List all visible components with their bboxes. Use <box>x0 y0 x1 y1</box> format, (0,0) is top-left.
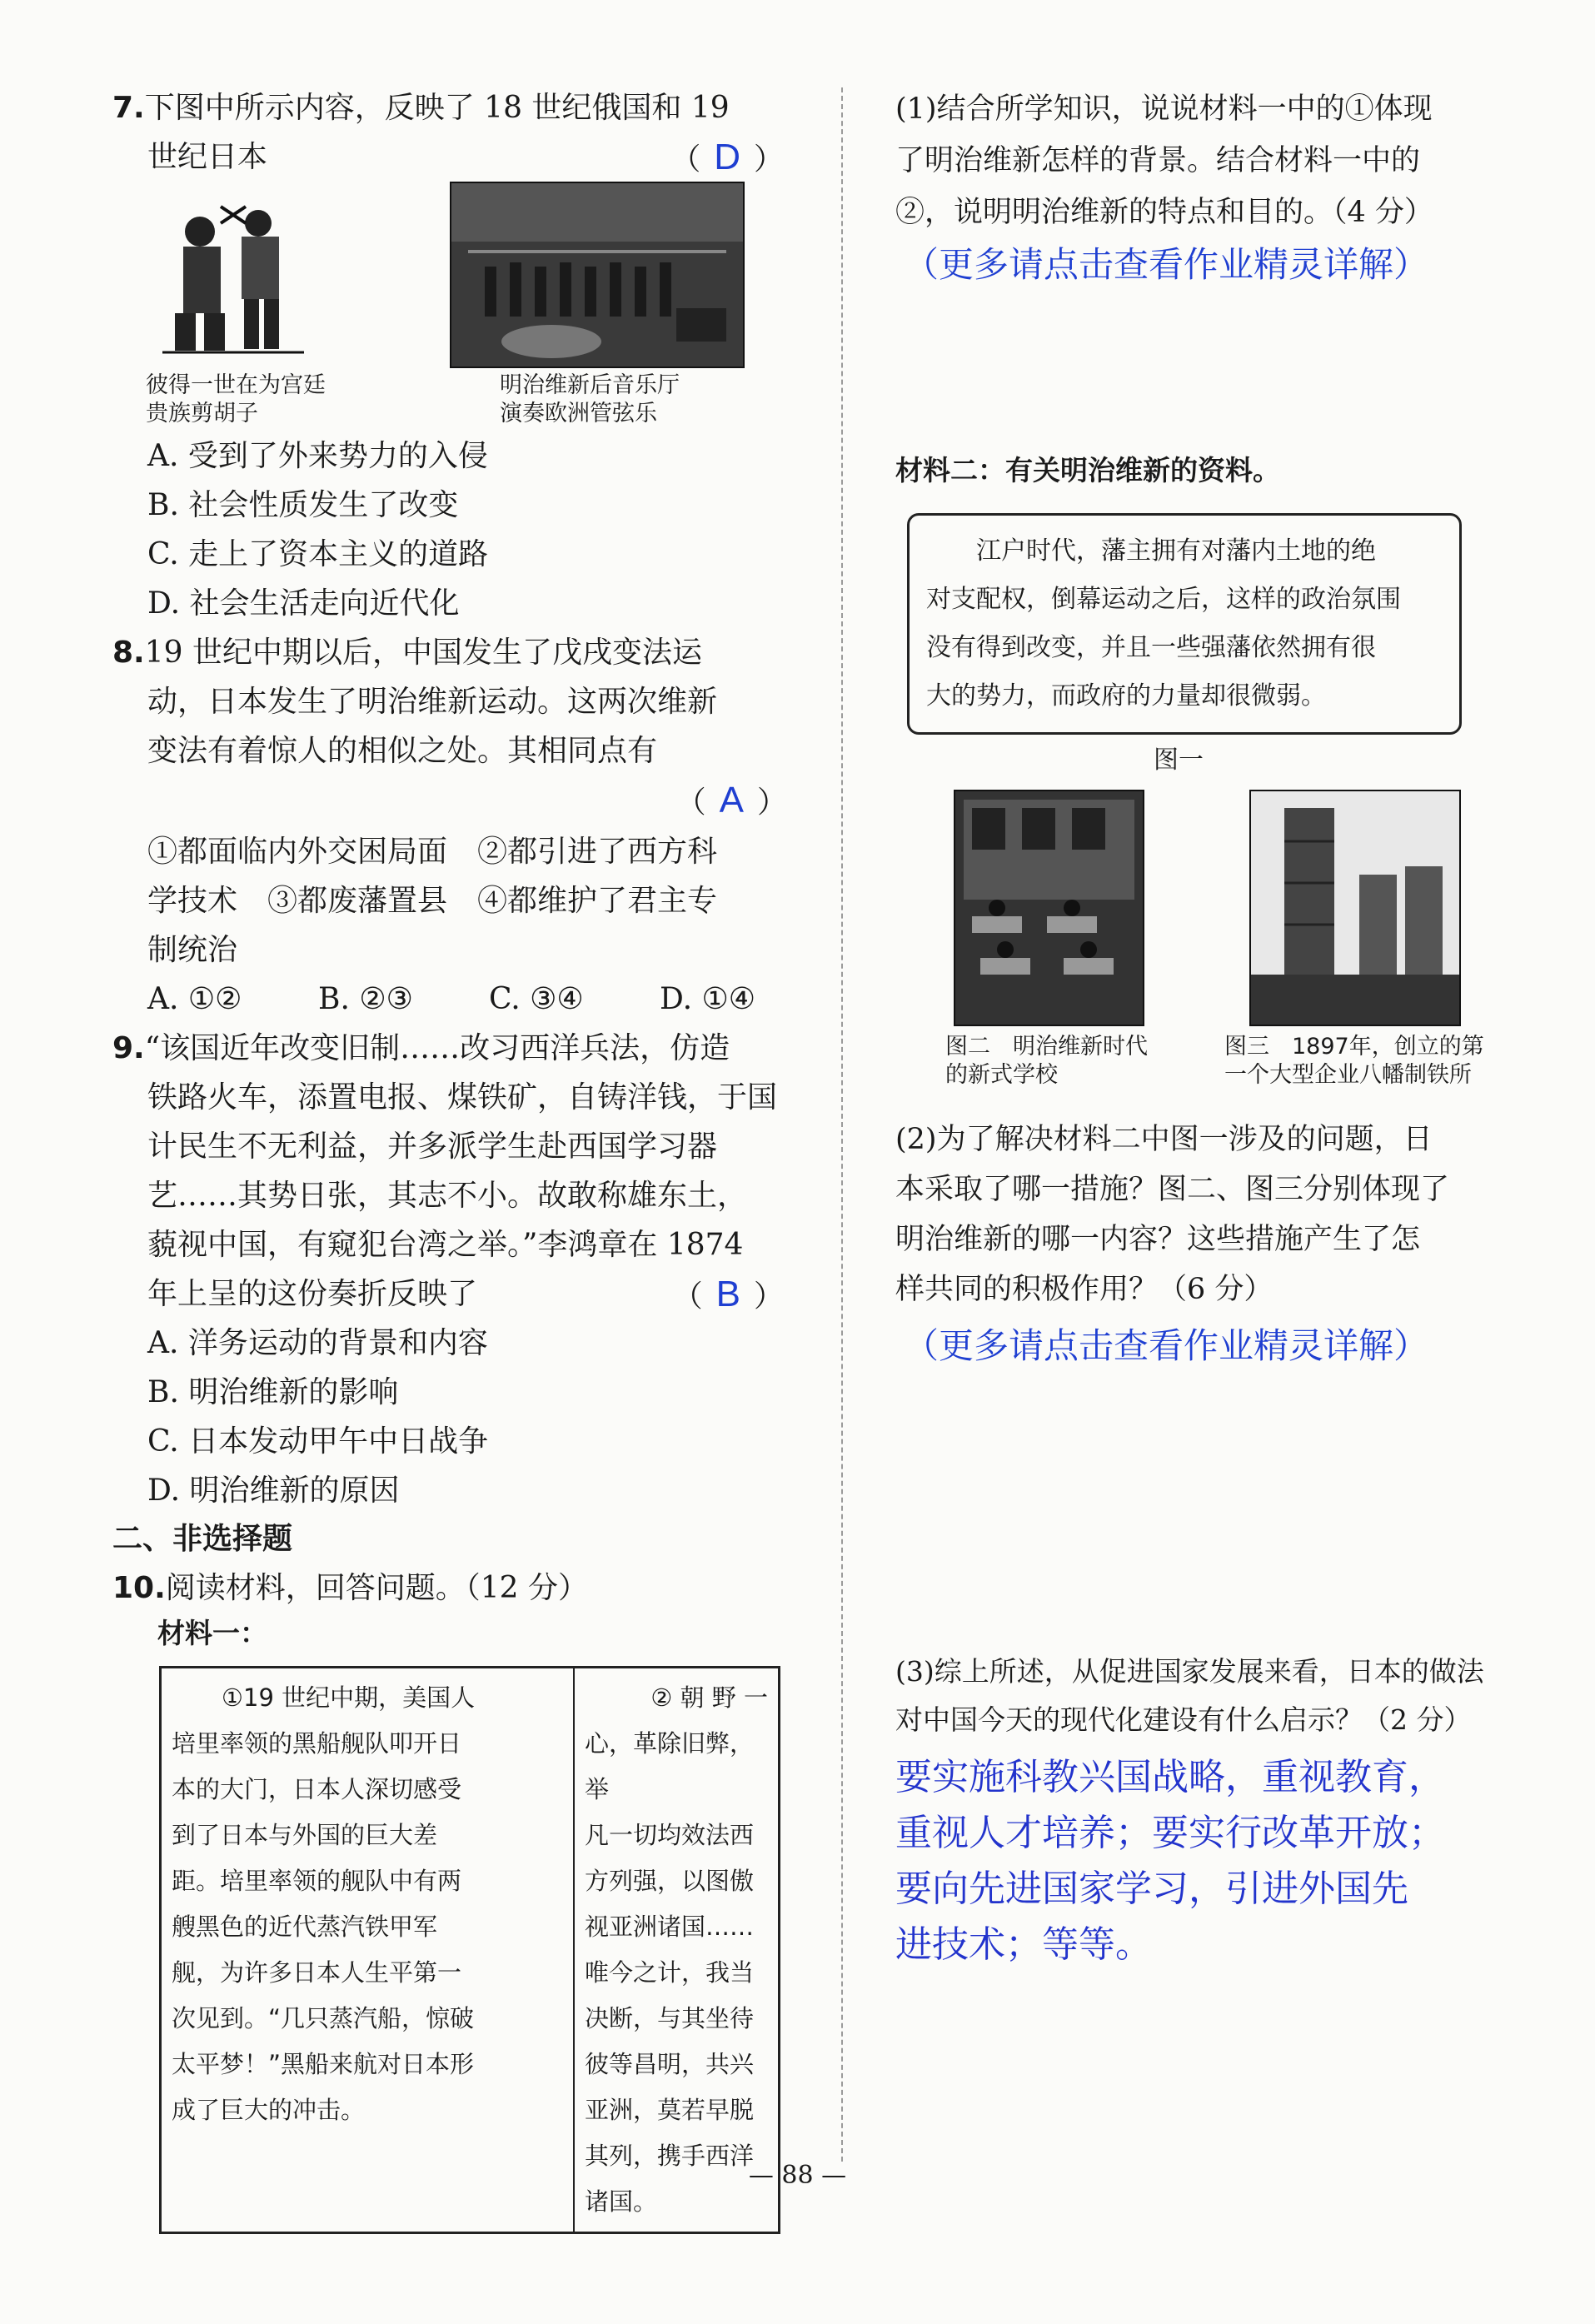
q8-option-c[interactable]: C. ③④ <box>489 982 584 1016</box>
q10-sub1-line: 了明治维新怎样的背景。结合材料一中的 <box>895 144 1421 177</box>
fig2-caption-l2: 的新式学校 <box>945 1062 1058 1088</box>
q9-number: 9. <box>112 1031 145 1065</box>
q10-sub3-line: 对中国今天的现代化建设有什么启示？（2 分） <box>895 1703 1472 1736</box>
m1-left-line: 成了巨大的冲击。 <box>172 2096 366 2124</box>
m1-left-line: 到了日本与外国的巨大差 <box>172 1821 438 1849</box>
q8-statements-l3: 制统治 <box>147 933 238 967</box>
answer-line: 要实施科教兴国战略，重视教育， <box>895 1756 1445 1798</box>
q7-img2-caption-l2: 演奏欧洲管弦乐 <box>500 401 657 426</box>
question-7 <box>112 83 787 628</box>
m1-left-line: 培里率领的黑船舰队叩开日 <box>172 1729 462 1758</box>
box-line: 大的势力，而政府的力量却很微弱。 <box>926 681 1326 711</box>
answer-line: 重视人才培养；要实行改革开放； <box>895 1812 1445 1854</box>
m1-right-line: 决断，与其坐待 <box>585 2004 755 2032</box>
q10-stem: 阅读材料，回答问题。（12 分） <box>165 1571 589 1605</box>
material-1-left-cell <box>161 1668 575 2233</box>
q8-options <box>112 975 787 1024</box>
fig2-caption-l1: 图二 明治维新时代 <box>945 1034 1148 1060</box>
q9-l3: 计民生不无利益，并多派学生赴西国学习器 <box>147 1130 718 1164</box>
fig3-caption-l2: 一个大型企业八幡制铁所 <box>1224 1062 1472 1088</box>
m1-right-line: 方列强，以图傲 <box>585 1867 755 1895</box>
q7-option-b[interactable]: B. 社会性质发生了改变 <box>147 488 459 522</box>
figure-1-label: 图一 <box>1154 746 1204 775</box>
q10-sub3 <box>895 1648 1528 1744</box>
m1-left-line: 次见到。“几只蒸汽船，惊破 <box>172 2004 475 2032</box>
box-line: 对支配权，倒幕运动之后，这样的政治氛围 <box>926 585 1401 614</box>
q9-l6: 年上呈的这份奏折反映了 <box>147 1277 478 1311</box>
q10-sub3-line: (3)综上所述，从促进国家发展来看，日本的做法 <box>895 1655 1484 1688</box>
m1-right-line: 亚洲，莫若早脱 <box>585 2096 755 2124</box>
more-details-link-1[interactable]: （更多请点击查看作业精灵详解） <box>904 244 1429 285</box>
q7-img1-caption-l2: 贵族剪胡子 <box>146 401 258 426</box>
q10-number: 10. <box>112 1571 166 1605</box>
m1-right-line: 凡一切均效法西 <box>585 1821 755 1849</box>
q8-number: 8. <box>112 636 145 670</box>
q7-img2-caption <box>500 372 680 428</box>
answer-line: 进技术；等等。 <box>895 1923 1152 1966</box>
m1-left-line: 艘黑色的近代蒸汽铁甲军 <box>172 1913 438 1941</box>
m1-right-line: 彼等昌明，共兴 <box>585 2050 755 2078</box>
q8-statements-l2: 学技术 ③都废藩置县 ④都维护了君主专 <box>147 884 718 918</box>
q9-answer-paren: （ B ） <box>672 1274 784 1314</box>
box-line: 江户时代，藩主拥有对藩内土地的绝 <box>926 536 1376 566</box>
m1-right-line: 视亚洲诸国…… <box>585 1913 755 1941</box>
q9-l4: 艺……其势日张，其志不小。故敢称雄东土， <box>147 1179 748 1213</box>
q9-option-c[interactable]: C. 日本发动甲午中日战争 <box>147 1424 489 1459</box>
q7-stem-l2: 世纪日本 <box>147 140 268 174</box>
q10-sub1 <box>895 83 1528 238</box>
q10-sub2-line: 明治维新的哪一内容？这些措施产生了怎 <box>895 1223 1421 1256</box>
box-line: 没有得到改变，并且一些强藩依然拥有很 <box>926 633 1376 662</box>
m1-left-line: 本的大门，日本人深切感受 <box>172 1775 462 1803</box>
figure-2-caption <box>945 1033 1148 1090</box>
q10-sub2-line: (2)为了解决材料二中图一涉及的问题，日 <box>895 1123 1433 1156</box>
q7-answer: D <box>714 137 740 177</box>
q9-l5: 藐视中国，有窥犯台湾之举。”李鸿章在 1874 <box>147 1228 744 1262</box>
column-divider <box>841 87 843 2162</box>
q8-option-d[interactable]: D. ①④ <box>660 982 756 1016</box>
more-details-link-2[interactable]: （更多请点击查看作业精灵详解） <box>904 1325 1429 1366</box>
q7-option-a[interactable]: A. 受到了外来势力的入侵 <box>147 439 488 473</box>
q9-option-a[interactable]: A. 洋务运动的背景和内容 <box>147 1326 488 1360</box>
material-1-table <box>159 1666 780 2234</box>
q8-answer-paren: （ A ） <box>675 780 787 820</box>
q8-answer: A <box>719 780 744 820</box>
fig3-caption-l1: 图三 1897年，创立的第 <box>1224 1034 1484 1060</box>
q7-stem-l1: 下图中所示内容，反映了 18 世纪俄国和 19 <box>144 91 730 125</box>
q8-option-a[interactable]: A. ①② <box>147 982 242 1016</box>
answer-line: 要向先进国家学习，引进外国先 <box>895 1868 1408 1910</box>
q10-sub3-answer <box>895 1749 1528 1972</box>
q8-l1: 19 世纪中期以后，中国发生了戊戌变法运 <box>144 636 702 670</box>
q9-l2: 铁路火车，添置电报、煤铁矿，自铸洋钱，于国 <box>147 1080 778 1115</box>
q7-option-d[interactable]: D. 社会生活走向近代化 <box>147 586 460 621</box>
question-8 <box>112 628 787 1024</box>
q7-image-concert <box>450 182 745 368</box>
right-column <box>895 83 1528 1972</box>
question-9 <box>112 1024 787 1515</box>
q9-option-b[interactable]: B. 明治维新的影响 <box>147 1375 399 1409</box>
m1-right-line: 唯今之计，我当 <box>585 1958 755 1987</box>
q10-sub1-line: (1)结合所学知识，说说材料一中的①体现 <box>895 92 1433 126</box>
q9-option-d[interactable]: D. 明治维新的原因 <box>147 1474 400 1508</box>
figure-3-caption <box>1224 1033 1484 1090</box>
q7-option-c[interactable]: C. 走上了资本主义的道路 <box>147 537 489 571</box>
q10-sub1-line: ②，说明明治维新的特点和目的。（4 分） <box>895 196 1433 229</box>
q7-number: 7. <box>112 91 145 125</box>
m1-right-line: ② 朝 野 一 <box>650 1683 768 1712</box>
m1-right-line: 诸国。 <box>585 2187 658 2216</box>
q7-figures <box>112 182 787 431</box>
m1-right-line: 其列，携手西洋 <box>585 2142 755 2170</box>
material-2-figures <box>895 790 1528 1115</box>
m1-left-line: 舰，为许多日本人生平第一 <box>172 1958 462 1987</box>
q7-img1-caption <box>146 372 326 428</box>
q10-sub2-line: 本采取了哪一措施？图二、图三分别体现了 <box>895 1173 1450 1206</box>
m1-left-line: 距。培里率领的舰队中有两 <box>172 1867 462 1895</box>
material-2-box <box>907 513 1462 735</box>
figure-3-ironworks-image <box>1249 790 1461 1026</box>
q10-sub2-line: 样共同的积极作用？（6 分） <box>895 1273 1274 1306</box>
page-number: — 88 — <box>748 2161 847 2190</box>
q7-img1-caption-l1: 彼得一世在为宫廷 <box>146 372 326 398</box>
q8-l2: 动，日本发生了明治维新运动。这两次维新 <box>147 685 718 719</box>
m1-right-line: 心，革除旧弊，举 <box>585 1729 755 1803</box>
q7-answer-paren: （ D ） <box>670 137 784 177</box>
material-1-right-cell <box>574 1668 780 2233</box>
q9-l1: “该国近年改变旧制……改习西洋兵法，仿造 <box>144 1031 730 1065</box>
m1-left-line: 太平梦！”黑船来航对日本形 <box>172 2050 475 2078</box>
figure-2-school-image <box>954 790 1144 1026</box>
material-2-label: 材料二：有关明治维新的资料。 <box>895 454 1280 486</box>
left-column <box>112 83 787 2234</box>
q10-sub2 <box>895 1115 1528 1314</box>
m1-left-line: ①19 世纪中期，美国人 <box>222 1683 476 1712</box>
q9-answer: B <box>715 1274 740 1314</box>
q8-l3: 变法有着惊人的相似之处。其相同点有 <box>147 734 658 768</box>
material-1-label: 材料一： <box>157 1617 267 1649</box>
q8-statements-l1: ①都面临内外交困局面 ②都引进了西方科 <box>147 835 718 869</box>
q7-image-peter <box>162 198 304 357</box>
q7-img2-caption-l1: 明治维新后音乐厅 <box>500 372 680 398</box>
section-2-title: 二、非选择题 <box>112 1522 293 1556</box>
q8-option-b[interactable]: B. ②③ <box>318 982 413 1016</box>
